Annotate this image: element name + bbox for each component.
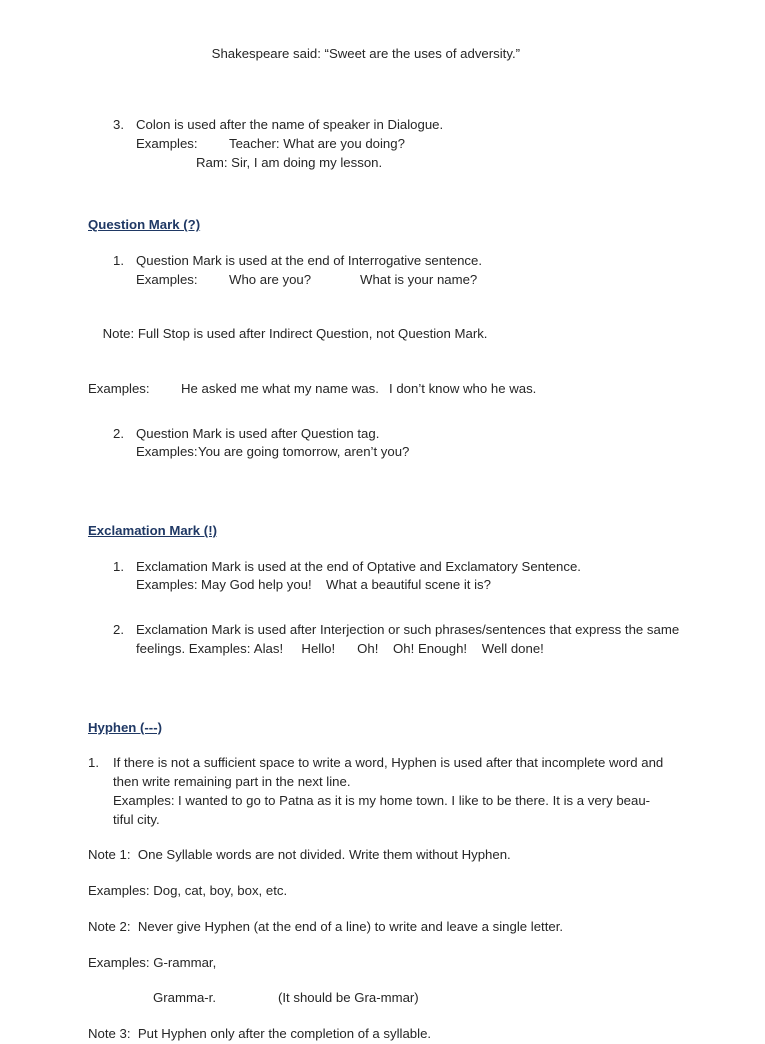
examples-label: Examples: bbox=[136, 135, 198, 151]
hyphen-note-2-examples: Examples: G-rammar, bbox=[88, 954, 217, 970]
spacer bbox=[88, 172, 693, 206]
spacer bbox=[88, 972, 693, 989]
colon-example-teacher: Teacher: What are you doing? bbox=[229, 135, 405, 151]
spacer bbox=[88, 737, 693, 754]
spacer bbox=[88, 82, 693, 116]
shakespeare-quote-text: Shakespeare said: “Sweet are the uses of adversity.” bbox=[211, 45, 521, 61]
colon-example-ram: Ram: Sir, I am doing my lesson. bbox=[196, 154, 383, 170]
spacer bbox=[88, 541, 693, 558]
list-item-text bbox=[113, 754, 693, 829]
indirect-example-1: He asked me what my name was. bbox=[181, 380, 379, 396]
spacer bbox=[88, 1008, 693, 1025]
spacer bbox=[88, 901, 693, 918]
list-item-exclamation-2 bbox=[88, 621, 693, 658]
spacer bbox=[88, 659, 693, 693]
spacer bbox=[88, 290, 693, 307]
section-heading-exclamation-mark: Exclamation Mark (!) bbox=[88, 523, 217, 539]
list-item-question-1 bbox=[88, 252, 693, 271]
exclamation-2-rule-line-2: feelings. bbox=[136, 640, 186, 656]
list-item-hyphen-1 bbox=[88, 754, 693, 829]
hyphen-1-rule-line-1: If there is not a sufficient space to write a word, Hyphen is used after that incomplete word and bbox=[113, 755, 664, 771]
spacer bbox=[88, 363, 693, 380]
list-item-text: Colon is used after the name of speaker in Dialogue. bbox=[136, 117, 444, 133]
examples-label: Examples: bbox=[88, 380, 150, 396]
gramma-correction-line bbox=[153, 989, 693, 1008]
examples-label: Examples: bbox=[188, 640, 251, 656]
examples-label: Examples: bbox=[136, 444, 198, 460]
spacer bbox=[88, 399, 693, 425]
hyphen-note-2: Note 2: Never give Hyphen (at the end of a line) to write and leave a single letter. bbox=[88, 918, 564, 934]
list-marker: 2. bbox=[113, 622, 124, 638]
spacer bbox=[88, 206, 693, 216]
list-marker: 2. bbox=[113, 425, 124, 441]
note-text: Note: Full Stop is used after Indirect Question, not Question Mark. bbox=[102, 326, 488, 342]
hyphen-note-1: Note 1: One Syllable words are not divided. Write them without Hyphen. bbox=[88, 847, 511, 863]
spacer bbox=[88, 462, 693, 496]
colon-examples-line-2 bbox=[196, 154, 693, 173]
question-example-2: What is your name? bbox=[360, 271, 478, 287]
question-tag-example: You are going tomorrow, aren’t you? bbox=[198, 444, 410, 460]
question-note-examples-line bbox=[88, 380, 693, 399]
gramma-correction: (It should be Gra-mmar) bbox=[278, 990, 419, 1006]
exclamation-2-examples-line bbox=[189, 641, 544, 656]
examples-label: Examples: bbox=[136, 271, 198, 287]
question-example-1: Who are you? bbox=[229, 271, 312, 287]
list-item-text: Exclamation Mark is used at the end of Optative and Exclamatory Sentence. bbox=[136, 558, 581, 574]
section-heading-hyphen: Hyphen (---) bbox=[88, 719, 162, 735]
list-item-text: Question Mark is used after Question tag. bbox=[136, 425, 380, 441]
shakespeare-quote-line bbox=[197, 26, 693, 82]
list-marker: 1. bbox=[113, 558, 124, 574]
section-heading-question-mark-row bbox=[88, 216, 693, 235]
question-note-full-stop bbox=[88, 307, 693, 363]
spacer bbox=[88, 865, 693, 882]
question-2-examples-line bbox=[136, 443, 693, 462]
spacer bbox=[88, 235, 693, 252]
hyphen-example-line-1: I wanted to go to Patna as it is my home town. I like to be there. It is a very beau- bbox=[178, 792, 651, 808]
exclamation-example-list: Alas! Hello! Oh! Oh! Enough! Well done! bbox=[253, 640, 544, 656]
question-1-examples-line bbox=[136, 271, 693, 290]
hyphen-1-examples-line-1 bbox=[113, 793, 650, 808]
exclamation-example-1: May God help you! bbox=[201, 577, 312, 593]
gramma-word: Gramma-r. bbox=[153, 990, 217, 1006]
hyphen-1-rule-line-2: then write remaining part in the next line. bbox=[113, 774, 351, 790]
examples-label: Examples: bbox=[113, 792, 175, 808]
section-heading-exclamation-mark-row bbox=[88, 522, 693, 541]
exclamation-example-2: What a beautiful scene it is? bbox=[326, 577, 491, 593]
hyphen-1-examples-line-2: tiful city. bbox=[113, 811, 160, 827]
exclamation-2-rule-line-1: Exclamation Mark is used after Interjection or such phrases/sentences that express the same bbox=[136, 622, 680, 638]
spacer bbox=[88, 693, 693, 719]
indirect-example-2: I don’t know who he was. bbox=[389, 380, 537, 396]
colon-examples-line-1 bbox=[136, 135, 693, 154]
list-item-question-2 bbox=[88, 425, 693, 444]
examples-label: Examples: bbox=[136, 577, 198, 593]
list-item-text: Question Mark is used at the end of Interrogative sentence. bbox=[136, 253, 483, 269]
hyphen-note-1-examples: Examples: Dog, cat, boy, box, etc. bbox=[88, 883, 288, 899]
list-item-exclamation-1 bbox=[88, 558, 693, 577]
list-marker: 1. bbox=[88, 755, 99, 771]
list-marker: 1. bbox=[113, 253, 124, 269]
list-item-colon-3 bbox=[88, 116, 693, 135]
spacer bbox=[88, 937, 693, 954]
spacer bbox=[88, 595, 693, 621]
list-marker: 3. bbox=[113, 117, 124, 133]
spacer bbox=[88, 496, 693, 522]
spacer bbox=[88, 829, 693, 846]
section-heading-hyphen-row bbox=[88, 719, 693, 738]
section-heading-question-mark: Question Mark (?) bbox=[88, 217, 201, 233]
list-item-text bbox=[136, 621, 693, 658]
exclamation-1-examples-line bbox=[136, 576, 693, 595]
hyphen-note-3: Note 3: Put Hyphen only after the completion of a syllable. bbox=[88, 1026, 432, 1042]
